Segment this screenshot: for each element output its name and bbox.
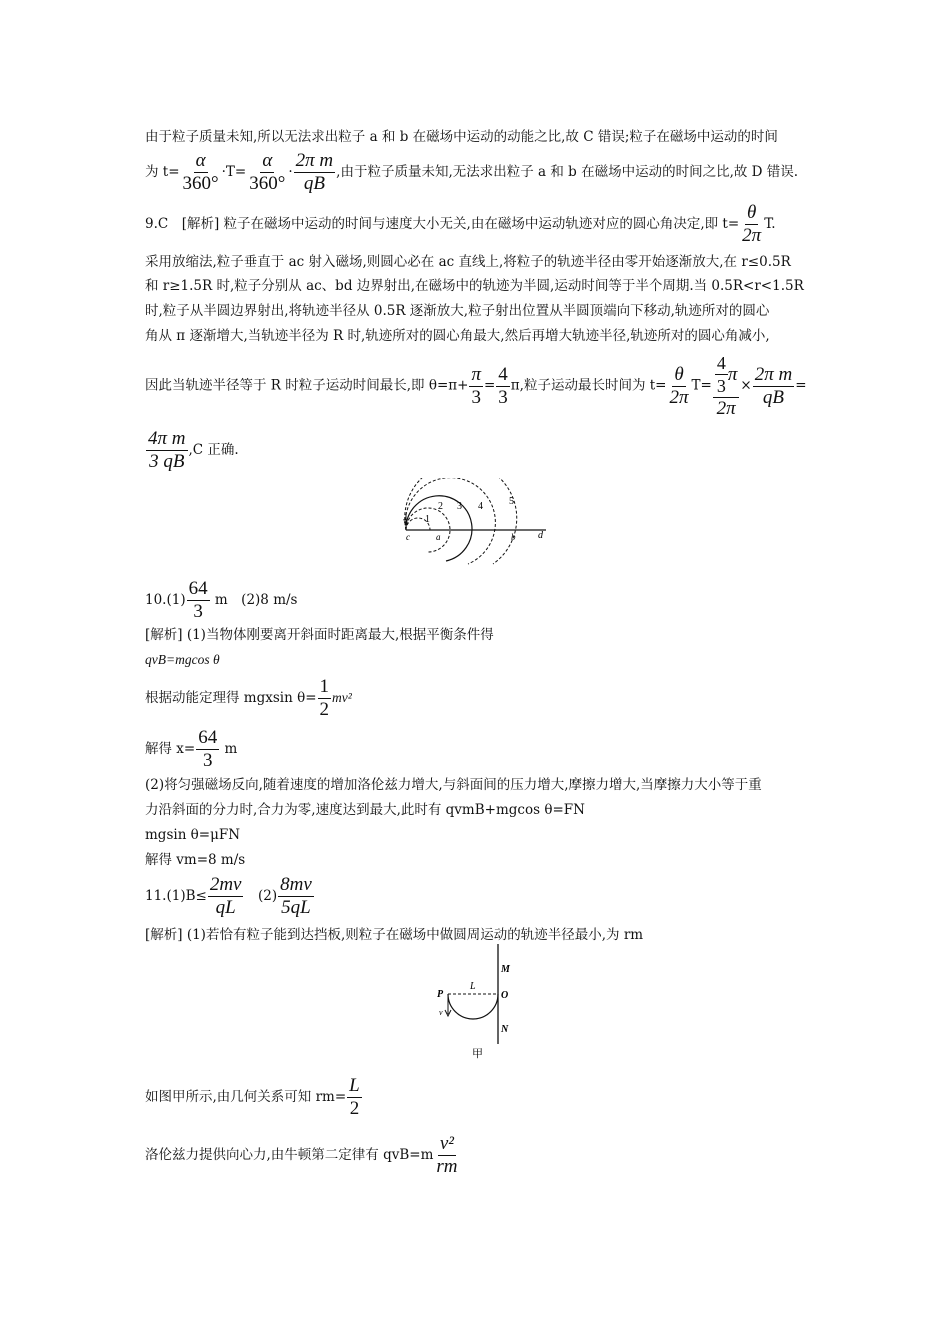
text-fragment: ,C 正确. (188, 442, 239, 458)
label-v: v (403, 516, 407, 525)
formula-line (145, 874, 315, 919)
fraction: $\frac{\theta}{2\pi}$ (742, 202, 762, 246)
trajectory (448, 994, 498, 1019)
text-fragment: 9.C [解析] 粒子在磁场中运动的时间与速度大小无关,由在磁场中运动轨迹对应的圆心角决定,即 t= (145, 216, 740, 232)
fraction: $\frac{\text{2π m}}{qB}$ (295, 150, 334, 194)
label-N: N (501, 1024, 509, 1035)
text-fragment: 10.(1) (145, 592, 186, 608)
text-fragment: T. (764, 216, 776, 232)
trajectory-4 (405, 478, 495, 564)
formula-line (145, 578, 297, 623)
fraction: $\frac{2mv}{qL}$ (209, 874, 242, 918)
text-fragment: 解得 x= (145, 741, 196, 757)
trajectory-5 (405, 478, 517, 564)
label-4: 4 (478, 501, 483, 512)
label-M: M (501, 964, 510, 975)
fraction: $\frac{64}{3}$ (188, 578, 208, 622)
text-fragment: · (288, 164, 293, 180)
label-P: P (437, 989, 444, 1000)
fraction: $\frac{\pi}{3}$ (471, 363, 481, 408)
formula-line (145, 150, 798, 195)
fraction: $\frac{\theta}{2\pi}$ (669, 363, 689, 408)
text-line: 采用放缩法,粒子垂直于 ac 射入磁场,则圆心必在 ac 直线上,将粒子的轨迹半径由零开始逐渐放大,在 r≤0.5R (145, 254, 791, 270)
fraction: $\frac{4}{3}$ π 2π (713, 352, 740, 420)
fraction: $\frac{\alpha}{360^\circ}$ (182, 150, 219, 194)
text-fragment: 11.(1)B≤ (145, 888, 207, 904)
fraction: $\frac{4}{3}$ (498, 363, 508, 408)
point-d: d (538, 530, 543, 541)
text-line: [解析] (1)若恰有粒子能到达挡板,则粒子在磁场中做圆周运动的轨迹半径最小,为 rm (145, 927, 644, 943)
fraction: $\frac{1}{2}$ (319, 676, 330, 720)
label-O: O (501, 990, 509, 1001)
text-fragment: T= (691, 377, 712, 394)
label-2: 2 (438, 501, 443, 512)
text-fragment: 如图甲所示,由几何关系可知 rm= (145, 1089, 347, 1105)
point-b: b (511, 532, 516, 542)
fraction: $\frac{8mv}{5qL}$ (280, 874, 312, 918)
text-fragment: π,粒子运动最长时间为 t= (510, 377, 667, 394)
figure-caption: 甲 (472, 1047, 483, 1060)
text-fragment: 因此当轨迹半径等于 R 时粒子运动时间最长,即 θ=π+ (145, 377, 469, 394)
text-line: 角从 π 逐渐增大,当轨迹半径为 R 时,轨迹所对的圆心角最大,然后再增大轨迹半径,轨迹所对的圆心角减小, (145, 328, 770, 344)
figure-jia (432, 942, 522, 1064)
fraction: $\frac{\text{2π m}}{qB}$ (754, 363, 793, 408)
trajectory-diagram (398, 478, 558, 568)
formula-line (145, 428, 239, 473)
text-fragment: 洛伦兹力提供向心力,由牛顿第二定律有 qvB=m (145, 1147, 434, 1163)
text-line: 和 r≥1.5R 时,粒子分别从 ac、bd 边界射出,在磁场中的轨迹为半圆,运动时间等于半个周期.当 0.5R<r<1.5R (145, 278, 804, 294)
label-v: v (439, 1008, 443, 1017)
label-L: L (470, 981, 476, 992)
text-fragment: 为 t= (145, 164, 180, 180)
label-1: 1 (425, 514, 430, 525)
formula-line (145, 1075, 363, 1120)
formula-line (145, 727, 237, 772)
formula-line (145, 676, 352, 721)
text-fragment: ·T= (221, 164, 247, 180)
text-fragment: × (740, 377, 752, 394)
text-fragment: = (795, 377, 807, 394)
formula-line (145, 202, 776, 247)
fraction: $\frac{\alpha}{360^\circ}$ (249, 150, 286, 194)
fraction: $\frac{L}{2}$ (349, 1075, 360, 1119)
fraction: $\frac{64}{3}$ (198, 727, 218, 771)
label-3: 3 (457, 501, 462, 512)
formula-line (145, 1133, 461, 1178)
text-line: 解得 vm=8 m/s (145, 852, 246, 868)
text-fragment: (2) (244, 888, 278, 904)
text-line: mgsin θ=μFN (145, 827, 241, 843)
formula-line (145, 352, 807, 420)
text-line: 力沿斜面的分力时,合力为零,速度达到最大,此时有 qvmB+mgcos θ=FN (145, 802, 585, 818)
text-fragment: 根据动能定理得 mgxsin θ= (145, 690, 317, 706)
text-line: [解析] (1)当物体刚要离开斜面时距离最大,根据平衡条件得 (145, 627, 494, 643)
text-line: 时,粒子从半圆边界射出,将轨迹半径从 0.5R 逐渐放大,粒子射出位置从半圆顶端向下移动,轨迹所对的圆心 (145, 303, 770, 319)
point-a: a (436, 532, 441, 542)
text-line: 由于粒子质量未知,所以无法求出粒子 a 和 b 在磁场中运动的动能之比,故 C 错误;粒子在磁场中运动的时间 (145, 129, 778, 145)
fraction: $\frac{\text{4π m}}{3 qB}$ (148, 428, 186, 472)
text-fragment: m (2)8 m/s (210, 592, 298, 608)
text-fragment: mv² (332, 690, 352, 705)
point-c: c (406, 532, 410, 542)
text-fragment: = (483, 377, 496, 394)
text-line: (2)将匀强磁场反向,随着速度的增加洛伦兹力增大,与斜面间的压力增大,摩擦力增大,当摩擦力大小等于重 (145, 777, 762, 793)
text-line: qvB=mgcos θ (145, 652, 220, 667)
label-5: 5 (509, 496, 514, 507)
fraction: $\frac{\text{v²}}{rm}$ (436, 1133, 458, 1177)
text-fragment: ,由于粒子质量未知,无法求出粒子 a 和 b 在磁场中运动的时间之比,故 D 错误. (336, 164, 799, 180)
text-fragment: m (220, 741, 238, 757)
